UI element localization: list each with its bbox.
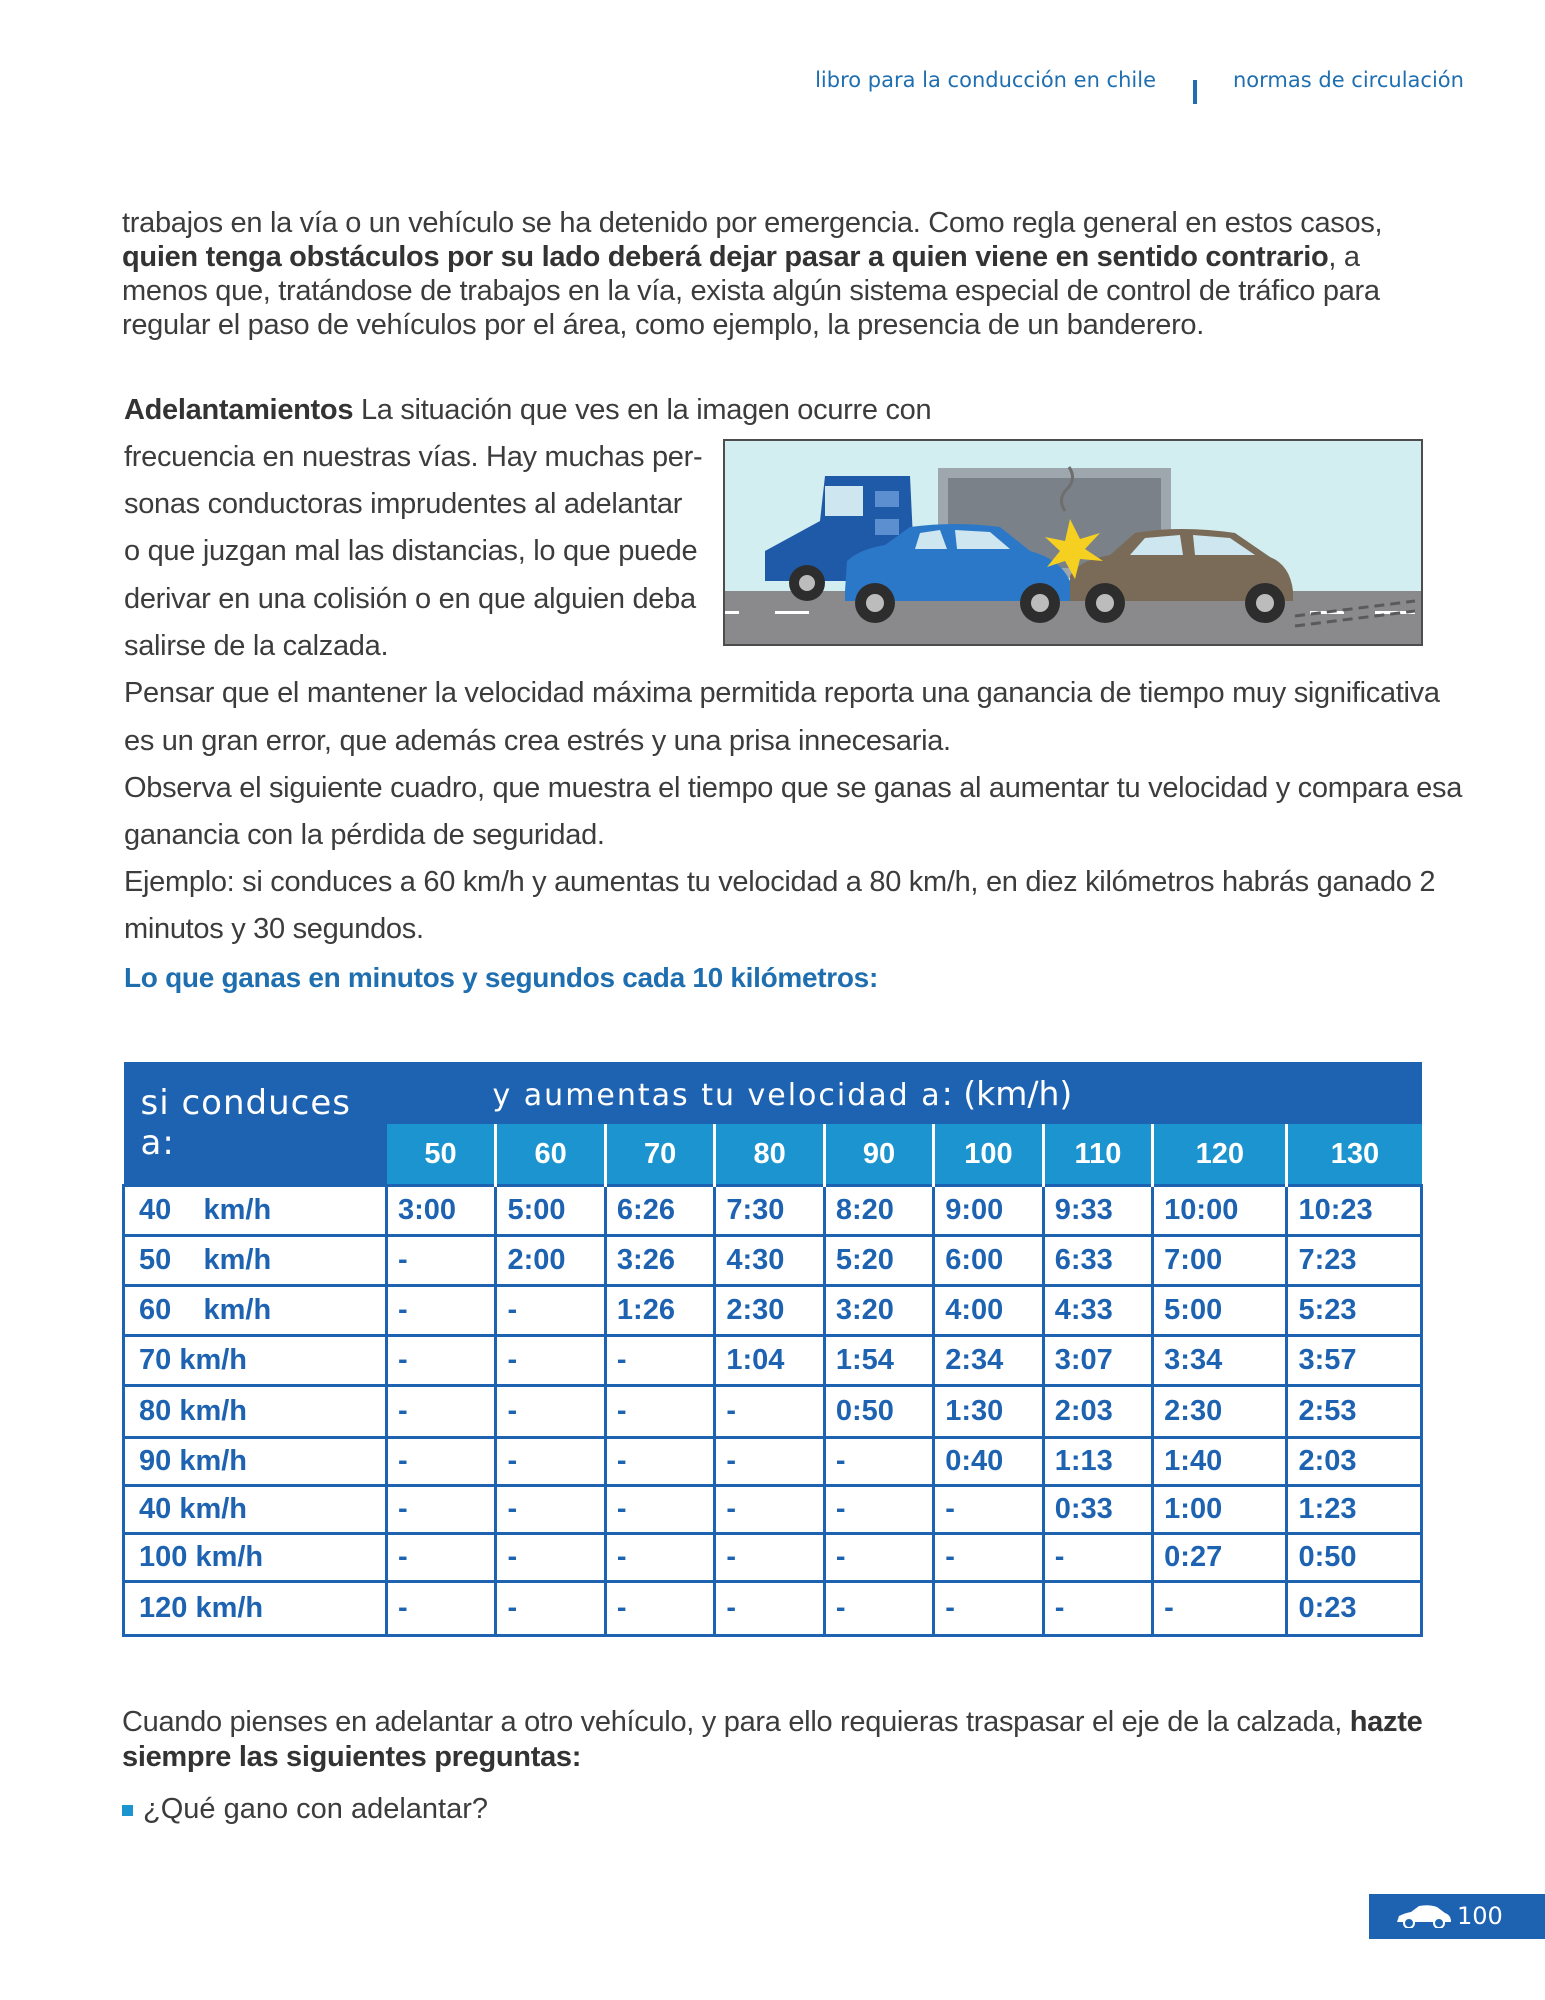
top-label-unit: : (km/h) bbox=[941, 1073, 1073, 1113]
table-cell: - bbox=[387, 1438, 496, 1486]
table-cell: 0:40 bbox=[934, 1438, 1043, 1486]
table-cell: 8:20 bbox=[824, 1186, 933, 1236]
table-cell: 6:33 bbox=[1043, 1236, 1152, 1286]
table-cell: 0:50 bbox=[1287, 1534, 1422, 1582]
table-cell: 4:30 bbox=[715, 1236, 824, 1286]
overtaking-line-9: ganancia con la pérdida de seguridad. bbox=[124, 819, 605, 851]
table-cell: 1:00 bbox=[1153, 1486, 1287, 1534]
table-cell: - bbox=[934, 1486, 1043, 1534]
table-cell: - bbox=[1043, 1582, 1152, 1636]
table-cell: 3:20 bbox=[824, 1286, 933, 1336]
header-divider bbox=[1193, 80, 1197, 104]
row-header: 90 km/h bbox=[124, 1438, 387, 1486]
table-cell: 3:07 bbox=[1043, 1336, 1152, 1386]
table-cell: 2:00 bbox=[496, 1236, 605, 1286]
col-header-120: 120 bbox=[1153, 1124, 1287, 1186]
table-row bbox=[124, 1582, 1422, 1636]
overtaking-line-10: Ejemplo: si conduces a 60 km/h y aumentas tu velocidad a 80 km/h, en diez kilómetros habrás ganado 2 bbox=[124, 866, 1436, 898]
table-cell: 1:30 bbox=[934, 1386, 1043, 1438]
closing-bold: hazte siempre las siguientes preguntas: bbox=[122, 1706, 1423, 1773]
table-cell: 7:23 bbox=[1287, 1236, 1422, 1286]
table-cell: 5:00 bbox=[496, 1186, 605, 1236]
table-cell: 1:40 bbox=[1153, 1438, 1287, 1486]
car-collision-illustration bbox=[723, 439, 1423, 646]
overtaking-line-6: Pensar que el mantener la velocidad máxima permitida reporta una ganancia de tiempo muy significativa bbox=[124, 677, 1440, 709]
table-cell: - bbox=[496, 1386, 605, 1438]
overtaking-line-8: Observa el siguiente cuadro, que muestra el tiempo que se ganas al aumentar tu velocidad y compara esa bbox=[124, 772, 1463, 804]
table-cell: 9:33 bbox=[1043, 1186, 1152, 1236]
book-title: libro para la conducción en chile bbox=[815, 68, 1156, 92]
table-cell: 5:23 bbox=[1287, 1286, 1422, 1336]
table-cell: 10:23 bbox=[1287, 1186, 1422, 1236]
table-cell: 1:26 bbox=[605, 1286, 714, 1336]
table-row bbox=[124, 1438, 1422, 1486]
table-cell: 2:03 bbox=[1287, 1438, 1422, 1486]
table-cell: - bbox=[605, 1336, 714, 1386]
overtaking-text: La situación que ves en la imagen ocurre con bbox=[360, 394, 932, 426]
table-cell: 7:00 bbox=[1153, 1236, 1287, 1286]
overtaking-heading: Adelantamientos bbox=[124, 394, 354, 426]
row-header: 70 km/h bbox=[124, 1336, 387, 1386]
table-row bbox=[124, 1534, 1422, 1582]
table-cell: - bbox=[387, 1386, 496, 1438]
table-cell: - bbox=[387, 1286, 496, 1336]
top-label-text: y aumentas tu velocidad a bbox=[492, 1077, 942, 1113]
table-cell: - bbox=[496, 1438, 605, 1486]
table-cell: - bbox=[496, 1582, 605, 1636]
overtaking-line-2: sonas conductoras imprudentes al adelantar bbox=[124, 488, 683, 520]
table-cell: 6:00 bbox=[934, 1236, 1043, 1286]
col-header-110: 110 bbox=[1043, 1124, 1152, 1186]
overtaking-line-0 bbox=[124, 394, 931, 427]
table-cell: 0:23 bbox=[1287, 1582, 1422, 1636]
table-cell: - bbox=[605, 1486, 714, 1534]
table-cell: 2:30 bbox=[1153, 1386, 1287, 1438]
table-cell: 7:30 bbox=[715, 1186, 824, 1236]
page-header bbox=[0, 66, 1545, 106]
col-header-70: 70 bbox=[605, 1124, 714, 1186]
table-row bbox=[124, 1236, 1422, 1286]
table-cell: - bbox=[605, 1534, 714, 1582]
table-cell: - bbox=[387, 1534, 496, 1582]
section-title: normas de circulación bbox=[1233, 68, 1464, 92]
table-row bbox=[124, 1386, 1422, 1438]
table-cell: 2:03 bbox=[1043, 1386, 1152, 1438]
intro-text-2: , a menos que, tratándose de trabajos en la vía, exista algún sistema especial de control de tráfico para regular el paso de vehículos por el área, como ejemplo, la presencia de un banderero. bbox=[122, 241, 1380, 341]
table-cell: 1:13 bbox=[1043, 1438, 1152, 1486]
table-cell: - bbox=[605, 1582, 714, 1636]
collision-svg bbox=[725, 441, 1421, 644]
table-cell: - bbox=[605, 1438, 714, 1486]
table-cell: 0:33 bbox=[1043, 1486, 1152, 1534]
table-cell: - bbox=[496, 1336, 605, 1386]
overtaking-line-4: derivar en una colisión o en que alguien deba bbox=[124, 583, 696, 615]
row-header: 120 km/h bbox=[124, 1582, 387, 1636]
row-header: 40 km/h bbox=[124, 1186, 387, 1236]
table-row bbox=[124, 1186, 1422, 1236]
table-cell: - bbox=[605, 1386, 714, 1438]
table-cell: - bbox=[496, 1286, 605, 1336]
overtaking-line-3: o que juzgan mal las distancias, lo que puede bbox=[124, 535, 698, 567]
table-cell: - bbox=[934, 1534, 1043, 1582]
table-cell: 10:00 bbox=[1153, 1186, 1287, 1236]
table-top-label bbox=[387, 1062, 1422, 1124]
table-cell: - bbox=[715, 1486, 824, 1534]
table-cell: 3:34 bbox=[1153, 1336, 1287, 1386]
table-cell: - bbox=[387, 1336, 496, 1386]
table-cell: 1:54 bbox=[824, 1336, 933, 1386]
col-header-90: 90 bbox=[824, 1124, 933, 1186]
table-cell: - bbox=[387, 1236, 496, 1286]
table-cell: 9:00 bbox=[934, 1186, 1043, 1236]
table-cell: - bbox=[1043, 1534, 1152, 1582]
intro-bold: quien tenga obstáculos por su lado deberá dejar pasar a quien viene en sentido contrario bbox=[122, 241, 1329, 273]
table-cell: - bbox=[387, 1486, 496, 1534]
table-cell: - bbox=[496, 1486, 605, 1534]
row-header: 60 km/h bbox=[124, 1286, 387, 1336]
table-cell: 2:53 bbox=[1287, 1386, 1422, 1438]
table-body bbox=[124, 1186, 1422, 1636]
speed-gain-table bbox=[122, 1062, 1423, 1637]
table-row bbox=[124, 1486, 1422, 1534]
car-icon bbox=[1395, 1904, 1453, 1934]
overtaking-line-11: minutos y 30 segundos. bbox=[124, 913, 424, 945]
overtaking-line-7: es un gran error, que además crea estrés y una prisa innecesaria. bbox=[124, 725, 951, 757]
table-cell: - bbox=[824, 1534, 933, 1582]
table-row bbox=[124, 1286, 1422, 1336]
table-cell: - bbox=[715, 1438, 824, 1486]
table-cell: - bbox=[1153, 1582, 1287, 1636]
table-cell: 5:00 bbox=[1153, 1286, 1287, 1336]
table-cell: 5:20 bbox=[824, 1236, 933, 1286]
col-header-100: 100 bbox=[934, 1124, 1043, 1186]
overtaking-line-1: frecuencia en nuestras vías. Hay muchas per- bbox=[124, 441, 703, 473]
table-row bbox=[124, 1336, 1422, 1386]
table-cell: 3:00 bbox=[387, 1186, 496, 1236]
table-cell: 4:33 bbox=[1043, 1286, 1152, 1336]
table-cell: 0:50 bbox=[824, 1386, 933, 1438]
table-cell: 6:26 bbox=[605, 1186, 714, 1236]
closing-paragraph bbox=[122, 1705, 1432, 1775]
table-cell: 0:27 bbox=[1153, 1534, 1287, 1582]
table-corner-label: si conduces a: bbox=[124, 1062, 387, 1186]
col-header-60: 60 bbox=[496, 1124, 605, 1186]
table-cell: 4:00 bbox=[934, 1286, 1043, 1336]
row-header: 80 km/h bbox=[124, 1386, 387, 1438]
table-cell: - bbox=[715, 1386, 824, 1438]
table-cell: - bbox=[715, 1582, 824, 1636]
page-number-box bbox=[1369, 1894, 1545, 1939]
bullet-text: ¿Qué gano con adelantar? bbox=[143, 1793, 489, 1825]
table-cell: - bbox=[824, 1438, 933, 1486]
table-cell: 1:04 bbox=[715, 1336, 824, 1386]
table-cell: 1:23 bbox=[1287, 1486, 1422, 1534]
closing-text: Cuando pienses en adelantar a otro vehículo, y para ello requieras traspasar el eje de la calzada, bbox=[122, 1706, 1350, 1738]
row-header: 100 km/h bbox=[124, 1534, 387, 1582]
question-bullet bbox=[122, 1793, 488, 1826]
table-cell: - bbox=[824, 1582, 933, 1636]
col-header-50: 50 bbox=[387, 1124, 496, 1186]
table-cell: - bbox=[496, 1534, 605, 1582]
intro-paragraph bbox=[122, 206, 1422, 342]
row-header: 40 km/h bbox=[124, 1486, 387, 1534]
bullet-square-icon bbox=[122, 1805, 133, 1816]
table-cell: - bbox=[824, 1486, 933, 1534]
page-number: 100 bbox=[1457, 1902, 1503, 1930]
overtaking-line-5: salirse de la calzada. bbox=[124, 630, 389, 662]
col-header-130: 130 bbox=[1287, 1124, 1422, 1186]
table-cell: 2:30 bbox=[715, 1286, 824, 1336]
table-caption: Lo que ganas en minutos y segundos cada 10 kilómetros: bbox=[124, 962, 878, 993]
col-header-80: 80 bbox=[715, 1124, 824, 1186]
table-cell: - bbox=[934, 1582, 1043, 1636]
table-cell: 3:57 bbox=[1287, 1336, 1422, 1386]
table-cell: 2:34 bbox=[934, 1336, 1043, 1386]
intro-text-1: trabajos en la vía o un vehículo se ha detenido por emergencia. Como regla general en estos casos, bbox=[122, 207, 1383, 239]
table-cell: - bbox=[387, 1582, 496, 1636]
table-cell: - bbox=[715, 1534, 824, 1582]
row-header: 50 km/h bbox=[124, 1236, 387, 1286]
table-cell: 3:26 bbox=[605, 1236, 714, 1286]
